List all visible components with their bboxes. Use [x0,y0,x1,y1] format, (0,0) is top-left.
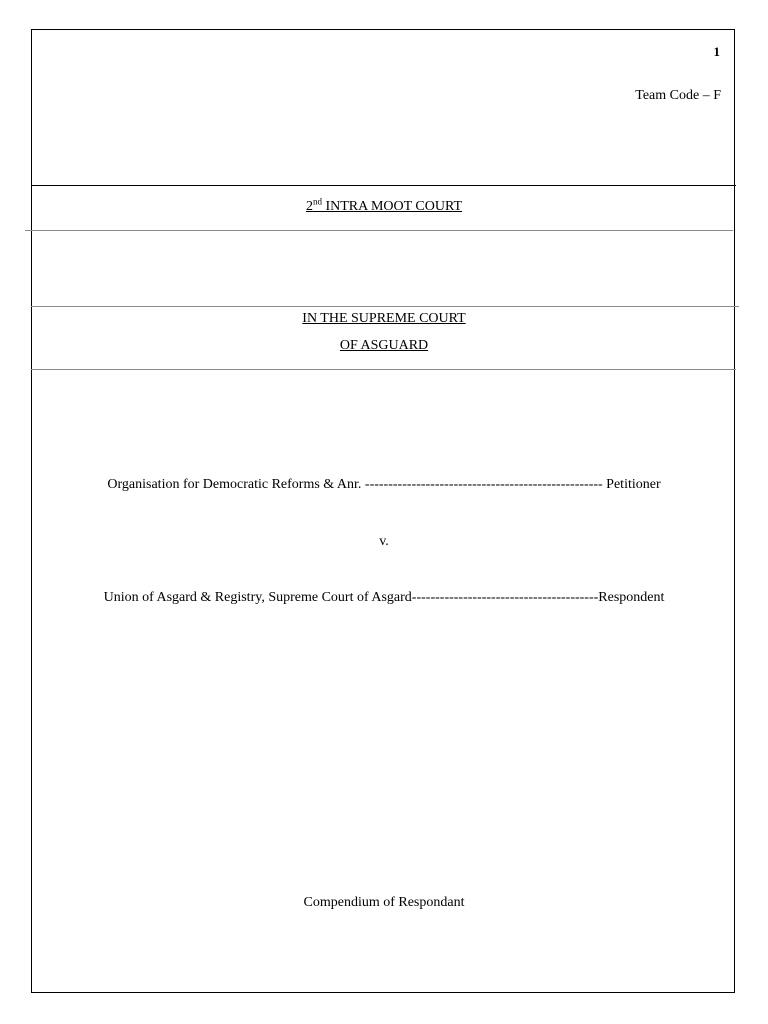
team-code: Team Code – F [635,88,721,103]
divider-bottom-court [31,369,736,370]
divider-top-court [31,306,739,307]
petitioner-line: Organisation for Democratic Reforms & Anr. --------------------------------------------------- Petitioner [107,477,661,492]
moot-ordinal-number: 2 [305,199,313,214]
respondent-line: Union of Asgard & Registry, Supreme Court of Asgard----------------------------------------Respondent [103,590,665,605]
court-name-line2: OF ASGUARD [339,338,429,353]
moot-ordinal-suffix: nd [312,196,322,207]
court-name-line1: IN THE SUPREME COURT [302,311,466,326]
page-border [31,29,735,993]
moot-title-text: INTRA MOOT COURT [321,199,463,214]
moot-court-title [0,196,768,215]
document-title: Compendium of Respondant [303,895,465,910]
divider-bottom-moot [25,230,733,231]
divider-top-moot [31,185,736,186]
versus-text: v. [379,534,389,549]
page-number: 1 [713,44,720,59]
